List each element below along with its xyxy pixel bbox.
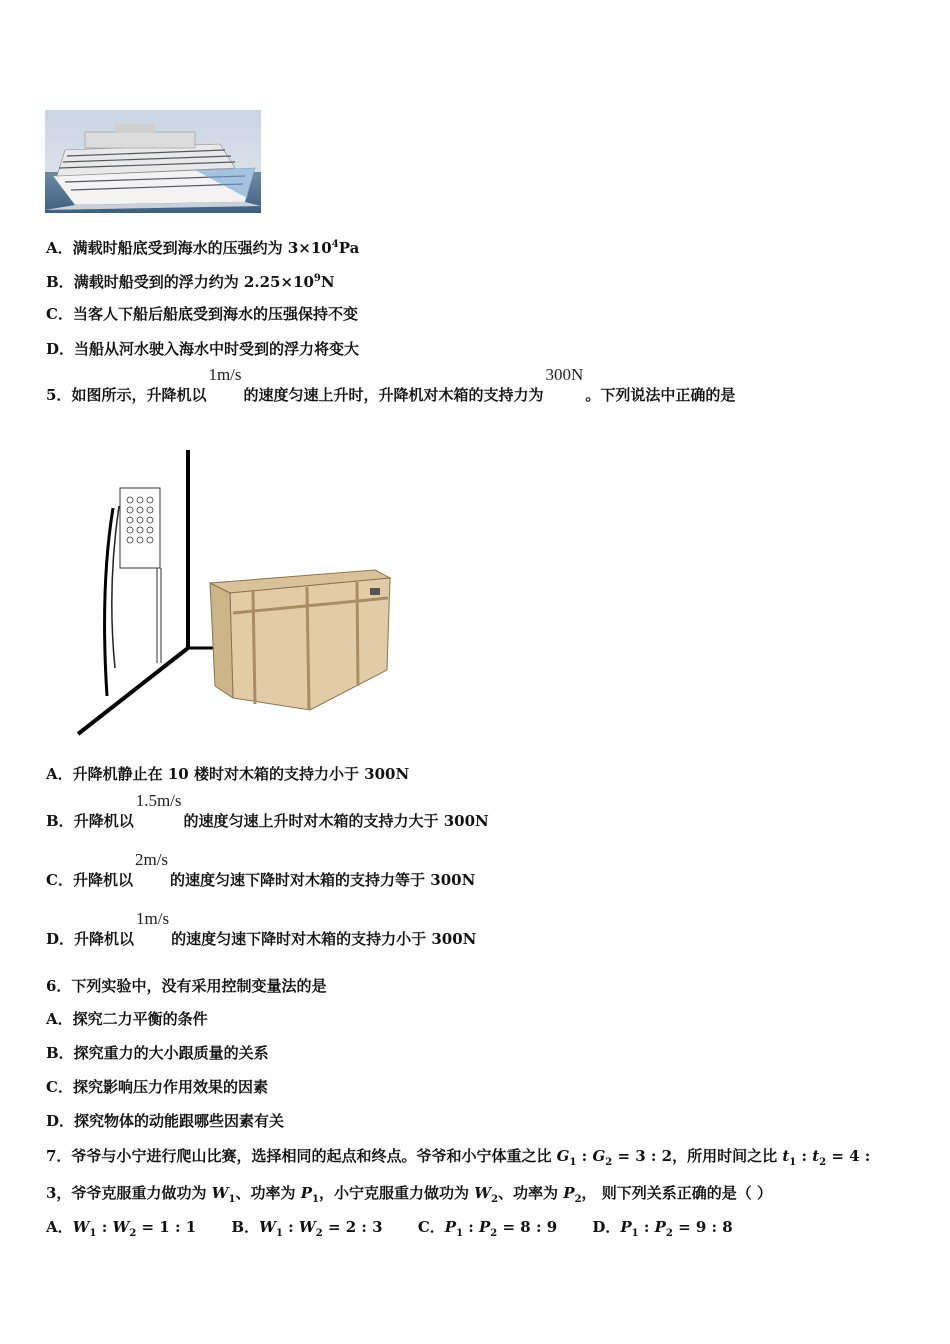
q6-option-a: A．探究二力平衡的条件 xyxy=(46,1010,208,1028)
q4-option-c: C．当客人下船后船底受到海水的压强保持不变 xyxy=(46,305,358,323)
q7-option-a: A．$W_1$ : $W_2 = 1$ : 1 xyxy=(46,1218,197,1239)
q7-options xyxy=(46,1217,733,1244)
q7-stem-line2: 3，爷爷克服重力做功为 $W_1$、功率为 $P_1$，小宁克服重力做功为 $W_2$、功率为 $P_2$， 则下列关系正确的是（ ） xyxy=(46,1184,772,1205)
q7-stem-line1: 7．爷爷与小宁进行爬山比赛，选择相同的起点和终点。爷爷和小宁体重之比 $G_1$ : $G_2 = 3$ : 2，所用时间之比 $t_1$ : $t_2 = 4$ : xyxy=(46,1147,871,1168)
q5-stem: 5．如图所示，升降机以1m/s的速度匀速上升时，升降机对木箱的支持力为300N。下列说法中正确的是 xyxy=(46,365,736,404)
q7-option-b: B．$W_1$ : $W_2 = 2$ : 3 xyxy=(231,1218,383,1239)
elevator-crate-figure xyxy=(75,448,405,740)
q6-stem: 6．下列实验中，没有采用控制变量法的是 xyxy=(46,977,327,995)
q7-option-c: C．$P_1$ : $P_2 = 8$ : 9 xyxy=(417,1218,558,1239)
q5-option-b: B．升降机以1.5m/s的速度匀速上升时对木箱的支持力大于 300N xyxy=(46,791,489,830)
q5-option-d: D．升降机以1m/s的速度匀速下降时对木箱的支持力小于 300N xyxy=(46,909,477,948)
q6-option-b: B．探究重力的大小跟质量的关系 xyxy=(46,1044,269,1062)
q5-option-c: C．升降机以2m/s的速度匀速下降时对木箱的支持力等于 300N xyxy=(46,850,476,889)
q6-option-d: D．探究物体的动能跟哪些因素有关 xyxy=(46,1112,285,1130)
q4-option-d: D．当船从河水驶入海水中时受到的浮力将变大 xyxy=(46,340,360,358)
cruise-ship-image xyxy=(45,110,261,213)
q6-option-c: C．探究影响压力作用效果的因素 xyxy=(46,1078,268,1096)
q7-option-d: D．$P_1$ : $P_2 = 9$ : 8 xyxy=(592,1218,733,1239)
q4-option-a: A．满载时船底受到海水的压强约为 $3\times 10^4Pa$ xyxy=(46,239,360,257)
q4-option-b: B．满载时船受到的浮力约为 $2.25\times 10^9N$ xyxy=(46,273,335,291)
q5-option-a: A．升降机静止在 10 楼时对木箱的支持力小于 300N xyxy=(46,765,410,783)
